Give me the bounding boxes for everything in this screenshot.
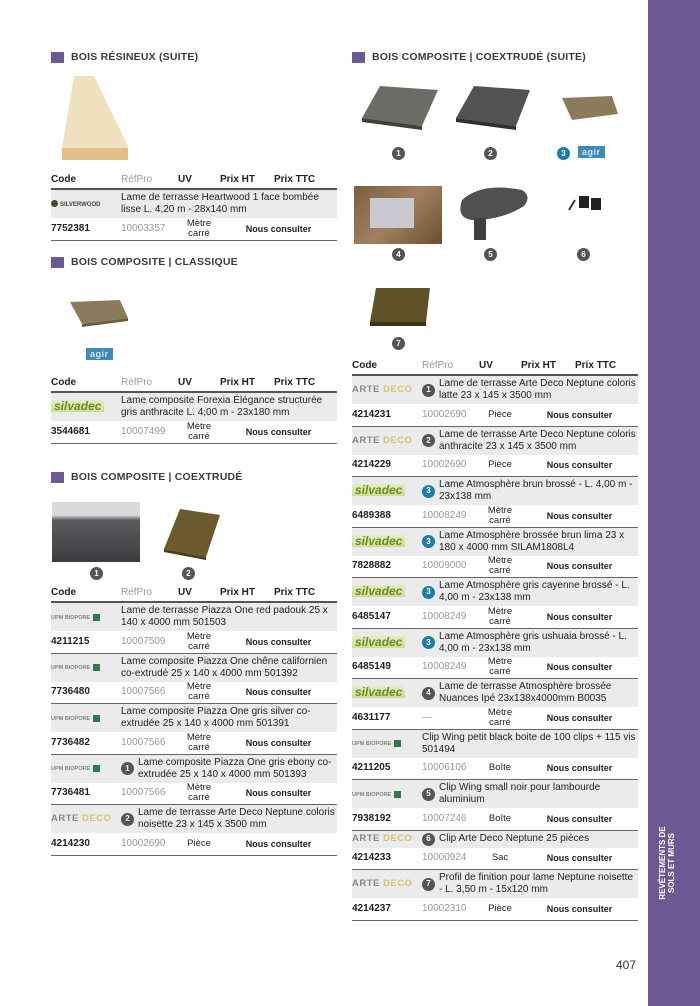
brand-cell — [352, 679, 422, 708]
table-row — [352, 375, 638, 404]
table-row — [352, 780, 638, 809]
table-row — [352, 657, 638, 679]
product-description: Clip Wing small noir pour lambourde aluminium — [439, 782, 601, 805]
product-code: 3544681 — [51, 421, 121, 443]
col-code: Code — [51, 173, 121, 189]
product-description: Profil de finition pour lame Neptune noisette - L. 3,50 m - 15x120 mm — [439, 872, 634, 895]
product-price: Nous consulter — [220, 833, 337, 855]
brand-cell — [51, 602, 121, 631]
section-title-classique: BOIS COMPOSITE | CLASSIQUE — [51, 256, 238, 268]
brand-logo-arte-deco: ARTE DECO — [51, 813, 112, 824]
section-marker-icon — [51, 52, 64, 63]
product-badge-icon: 3 — [422, 485, 435, 498]
product-refpro: 10008249 — [422, 606, 479, 628]
col-refpro: RéfPro — [121, 173, 178, 189]
brand-cell — [51, 653, 121, 682]
product-badge-icon: 4 — [422, 687, 435, 700]
product-desc-cell — [422, 477, 638, 506]
table-row — [51, 189, 337, 218]
product-uv: Mètre carré — [479, 606, 521, 628]
image-badge-4: 4 — [392, 248, 405, 261]
brand-logo-upm-biopore: UPM BIOPORE — [352, 789, 401, 801]
table-row — [352, 426, 638, 455]
product-badge-icon: 1 — [422, 384, 435, 397]
product-uv: Mètre carré — [479, 657, 521, 679]
table-row — [51, 602, 337, 631]
col-uv: UV — [479, 359, 521, 375]
product-desc-cell — [422, 578, 638, 607]
table-row — [352, 808, 638, 830]
product-code: 4631177 — [352, 707, 422, 729]
page-number: 407 — [616, 958, 637, 972]
table-row — [352, 404, 638, 426]
product-image-clips — [565, 192, 610, 222]
product-table-classique — [51, 376, 337, 444]
table-row — [352, 628, 638, 657]
table-header-row — [51, 173, 337, 189]
col-refpro: RéfPro — [121, 376, 178, 392]
product-image-board-anthracite — [452, 82, 532, 132]
product-code: 7752381 — [51, 218, 121, 240]
product-uv: Mètre carré — [178, 783, 220, 805]
table-row — [51, 218, 337, 240]
col-code: Code — [51, 376, 121, 392]
table-row — [352, 505, 638, 527]
product-description: Clip Wing petit black boite de 100 clips + 115 vis 501494 — [422, 731, 636, 755]
brand-logo-silvadec: silvadec — [352, 484, 405, 496]
product-price: Nous consulter — [521, 404, 638, 426]
section-title-coextrude-suite: BOIS COMPOSITE | COEXTRUDÉ (SUITE) — [352, 51, 586, 63]
brand-cell — [51, 392, 121, 421]
product-price: Nous consulter — [220, 218, 337, 240]
col-uv: UV — [178, 173, 220, 189]
product-description: Lame de terrasse Arte Deco Neptune coloris noisette 23 x 145 x 3500 mm — [138, 807, 335, 830]
brand-logo-arte-deco: ARTE DECO — [352, 434, 413, 446]
col-prix-ttc: Prix TTC — [274, 376, 337, 392]
table-row — [352, 870, 638, 899]
table-header-row — [51, 586, 337, 602]
product-description: Lame Atmosphère brossée brun lima 23 x 180 x 4000 mm SILAM1808L4 — [439, 529, 625, 553]
image-badge-3: 3 — [557, 147, 570, 160]
product-refpro: 10007566 — [121, 732, 178, 754]
product-code: 4214233 — [352, 848, 422, 870]
product-desc-cell — [121, 392, 337, 421]
col-prix-ht: Prix HT — [220, 173, 274, 189]
product-uv: Mètre carré — [178, 682, 220, 704]
product-code: 6485147 — [352, 606, 422, 628]
product-price: Nous consulter — [521, 707, 638, 729]
table-row — [51, 805, 337, 834]
agir-label: agir — [86, 348, 113, 360]
product-refpro: 10009000 — [422, 556, 479, 578]
brand-cell — [352, 870, 422, 899]
composite-board-icon — [62, 290, 132, 334]
agir-label: agir — [578, 146, 605, 158]
product-code: 7828882 — [352, 556, 422, 578]
product-code: 7938192 — [352, 808, 422, 830]
brand-cell — [352, 729, 422, 758]
product-refpro: — — [422, 707, 479, 729]
product-code: 4214230 — [51, 833, 121, 855]
table-row — [51, 682, 337, 704]
table-row — [51, 732, 337, 754]
product-description: Lame de terrasse Atmosphère brossée Nuances Ipé 23x138x4000mm B0035 — [439, 681, 612, 704]
table-row — [51, 631, 337, 653]
product-code: 4214237 — [352, 898, 422, 920]
col-prix-ttc: Prix TTC — [274, 586, 337, 602]
table-header-row — [51, 376, 337, 392]
product-description: Lame Atmosphère gris cayenne brossé - L. 4,00 m - 23x138 mm — [439, 580, 630, 603]
brand-logo-arte-deco: ARTE DECO — [352, 384, 413, 395]
image-badge-6: 6 — [577, 248, 590, 261]
product-refpro: 10007509 — [121, 631, 178, 653]
product-image-brown-board — [158, 505, 224, 561]
product-refpro: 10002310 — [422, 898, 479, 920]
col-uv: UV — [178, 376, 220, 392]
table-row — [352, 830, 638, 848]
section-marker-icon — [352, 52, 365, 63]
col-prix-ht: Prix HT — [220, 586, 274, 602]
product-uv: Mètre carré — [178, 421, 220, 443]
image-badge-1: 1 — [90, 567, 103, 580]
product-refpro: 10007566 — [121, 783, 178, 805]
brand-cell — [51, 805, 121, 834]
product-price: Nous consulter — [521, 848, 638, 870]
brand-cell — [51, 754, 121, 783]
product-price: Nous consulter — [521, 455, 638, 477]
product-code: 4214229 — [352, 455, 422, 477]
wood-plank-icon — [56, 76, 136, 160]
product-description: Lame de terrasse Arte Deco Neptune coloris latte 23 x 145 x 3500 mm — [439, 378, 636, 401]
clip-icon — [565, 192, 610, 222]
product-table-coextrude — [51, 586, 337, 856]
product-uv: Sac — [479, 848, 521, 870]
brand-logo-silvadec: silvadec — [352, 686, 405, 698]
product-image-composite-board — [62, 290, 132, 334]
product-description: Lame composite Forexia Élégance structurée gris anthracite L. 4;00 m - 23x180 mm — [121, 395, 323, 418]
table-row — [51, 833, 337, 855]
product-price: Nous consulter — [521, 556, 638, 578]
product-refpro: 10008249 — [422, 505, 479, 527]
brand-logo-silverwood: SILVERWOOD — [51, 199, 100, 211]
product-image-terrace-photo — [52, 502, 140, 562]
board-tile-icon — [366, 282, 434, 332]
table-row — [51, 783, 337, 805]
product-desc-cell — [121, 602, 337, 631]
product-desc-cell — [121, 189, 337, 218]
product-uv: Pièce — [479, 455, 521, 477]
product-description: Lame Atmosphère brun brossé - L. 4,00 m - 23x138 mm — [439, 479, 633, 502]
product-refpro: 10000924 — [422, 848, 479, 870]
brand-logo-silvadec: silvadec — [51, 400, 104, 412]
brand-logo-upm-biopore: UPM BIOPORE — [51, 763, 100, 775]
product-image-board-latte — [360, 82, 440, 132]
table-row — [352, 898, 638, 920]
product-uv: Mètre carré — [178, 631, 220, 653]
product-image-support-pad — [452, 180, 532, 248]
table-row — [352, 477, 638, 506]
table-row — [51, 421, 337, 443]
product-refpro: 10007499 — [121, 421, 178, 443]
brand-logo-silvadec: silvadec — [352, 535, 405, 547]
table-row — [352, 758, 638, 780]
col-prix-ht: Prix HT — [521, 359, 575, 375]
product-price: Nous consulter — [521, 898, 638, 920]
section-marker-icon — [51, 257, 64, 268]
product-desc-cell — [422, 870, 638, 899]
brand-cell — [352, 426, 422, 455]
table-row — [352, 707, 638, 729]
product-uv: Pièce — [178, 833, 220, 855]
product-price: Nous consulter — [220, 783, 337, 805]
table-row — [352, 679, 638, 708]
table-row — [352, 729, 638, 758]
brand-cell — [352, 830, 422, 848]
product-badge-icon: 2 — [121, 813, 134, 826]
product-code: 4211205 — [352, 758, 422, 780]
product-code: 7736482 — [51, 732, 121, 754]
product-desc-cell — [121, 653, 337, 682]
table-header-row — [352, 359, 638, 375]
product-desc-cell — [422, 426, 638, 455]
col-code: Code — [352, 359, 422, 375]
product-uv: Mètre carré — [479, 556, 521, 578]
table-row — [51, 754, 337, 783]
image-badge-1: 1 — [392, 147, 405, 160]
product-image-composite-board-brown — [552, 90, 622, 130]
product-image-clip-photo — [354, 186, 442, 244]
product-price: Nous consulter — [521, 606, 638, 628]
product-uv: Mètre carré — [178, 218, 220, 240]
product-description: Lame composite Piazza One gris ebony co-extrudée 25 x 140 x 4000 mm 501393 — [138, 756, 332, 780]
product-image-finishing-profile — [366, 282, 434, 332]
image-badge-2: 2 — [484, 147, 497, 160]
col-uv: UV — [178, 586, 220, 602]
product-badge-icon: 1 — [121, 762, 134, 775]
brand-cell — [51, 704, 121, 733]
board-tile-icon — [158, 505, 224, 561]
section-title-coextrude: BOIS COMPOSITE | COEXTRUDÉ — [51, 471, 243, 483]
product-code: 6489388 — [352, 505, 422, 527]
table-row — [352, 578, 638, 607]
product-description: Lame de terrasse Heartwood 1 face bombée lisse L. 4,20 m - 28x140 mm — [121, 192, 319, 215]
product-uv: Mètre carré — [479, 707, 521, 729]
product-price: Nous consulter — [521, 808, 638, 830]
col-prix-ttc: Prix TTC — [575, 359, 638, 375]
section-title-resineux: BOIS RÉSINEUX (SUITE) — [51, 51, 198, 63]
table-row — [352, 606, 638, 628]
product-refpro: 10002690 — [121, 833, 178, 855]
product-description: Lame de terrasse Arte Deco Neptune coloris anthracite 23 x 145 x 3500 mm — [439, 428, 636, 452]
product-table-coextrude-suite — [352, 359, 638, 921]
image-badge-5: 5 — [484, 248, 497, 261]
product-desc-cell — [121, 704, 337, 733]
brand-logo-upm-biopore: UPM BIOPORE — [51, 662, 100, 674]
product-description: Clip Arte Deco Neptune 25 pièces — [439, 833, 590, 844]
product-code: 4211215 — [51, 631, 121, 653]
board-tile-icon — [360, 82, 440, 132]
table-row — [352, 527, 638, 556]
product-desc-cell — [422, 729, 638, 758]
image-badge-7: 7 — [392, 337, 405, 350]
brand-cell — [352, 527, 422, 556]
product-badge-icon: 3 — [422, 586, 435, 599]
product-desc-cell — [422, 527, 638, 556]
product-badge-icon: 3 — [422, 535, 435, 548]
composite-board-icon — [552, 90, 622, 130]
product-desc-cell — [422, 780, 638, 809]
col-code: Code — [51, 586, 121, 602]
product-uv: Boîte — [479, 808, 521, 830]
product-refpro: 10002690 — [422, 404, 479, 426]
product-badge-icon: 7 — [422, 878, 435, 891]
table-row — [352, 848, 638, 870]
product-price: Nous consulter — [220, 421, 337, 443]
product-price: Nous consulter — [220, 732, 337, 754]
col-prix-ttc: Prix TTC — [274, 173, 337, 189]
product-description: Lame Atmosphère gris ushuaia brossé - L. 4,00 m - 23x138 mm — [439, 630, 627, 654]
table-row — [352, 556, 638, 578]
product-price: Nous consulter — [521, 657, 638, 679]
product-description: Lame composite Piazza One gris silver co-extrudée 25 x 140 x 4000 mm 501391 — [121, 706, 311, 729]
brand-logo-silvadec: silvadec — [352, 585, 405, 597]
product-code: 7736481 — [51, 783, 121, 805]
product-price: Nous consulter — [220, 682, 337, 704]
product-badge-icon: 5 — [422, 788, 435, 801]
chapter-label: REVÊTEMENTS DE SOLS ET MURS — [658, 826, 676, 900]
product-code: 7736480 — [51, 682, 121, 704]
product-refpro: 10008249 — [422, 657, 479, 679]
product-refpro: 10003357 — [121, 218, 178, 240]
product-badge-icon: 2 — [422, 434, 435, 447]
brand-cell — [352, 780, 422, 809]
col-refpro: RéfPro — [121, 586, 178, 602]
product-code: 4214231 — [352, 404, 422, 426]
table-row — [51, 653, 337, 682]
col-prix-ht: Prix HT — [220, 376, 274, 392]
product-uv: Pièce — [479, 898, 521, 920]
product-refpro: 10007566 — [121, 682, 178, 704]
product-refpro: 10007246 — [422, 808, 479, 830]
brand-logo-upm-biopore: UPM BIOPORE — [51, 713, 100, 725]
product-desc-cell — [422, 679, 638, 708]
product-price: Nous consulter — [220, 631, 337, 653]
product-uv: Mètre carré — [479, 505, 521, 527]
product-description: Lame composite Piazza One chêne californien co-extrudé 25 x 140 x 4000 mm 501392 — [121, 655, 328, 679]
product-badge-icon: 3 — [422, 636, 435, 649]
brand-logo-arte-deco: ARTE DECO — [352, 833, 413, 844]
brand-logo-arte-deco: ARTE DECO — [352, 878, 413, 889]
product-uv: Mètre carré — [178, 732, 220, 754]
col-refpro: RéfPro — [422, 359, 479, 375]
product-uv: Pièce — [479, 404, 521, 426]
product-description: Lame de terrasse Piazza One red padouk 25 x 140 x 4000 mm 501503 — [121, 605, 328, 628]
product-desc-cell — [121, 805, 337, 834]
product-uv: Boîte — [479, 758, 521, 780]
product-refpro: 10006106 — [422, 758, 479, 780]
product-desc-cell — [422, 628, 638, 657]
support-pad-icon — [452, 180, 532, 248]
product-refpro: 10002690 — [422, 455, 479, 477]
product-table-resineux — [51, 173, 337, 241]
brand-cell — [352, 477, 422, 506]
section-marker-icon — [51, 472, 64, 483]
product-code: 6485149 — [352, 657, 422, 679]
brand-cell — [352, 628, 422, 657]
brand-logo-upm-biopore: UPM BIOPORE — [352, 738, 401, 750]
board-tile-icon — [452, 82, 532, 132]
brand-logo-upm-biopore: UPM BIOPORE — [51, 612, 100, 624]
brand-cell — [352, 375, 422, 404]
image-badge-2: 2 — [182, 567, 195, 580]
table-row — [51, 392, 337, 421]
product-desc-cell — [121, 754, 337, 783]
brand-cell — [352, 578, 422, 607]
product-desc-cell — [422, 375, 638, 404]
brand-logo-silvadec: silvadec — [352, 636, 405, 648]
product-desc-cell — [422, 830, 638, 848]
table-row — [51, 704, 337, 733]
product-badge-icon: 6 — [422, 833, 435, 846]
product-price: Nous consulter — [521, 758, 638, 780]
brand-cell — [51, 189, 121, 218]
table-row — [352, 455, 638, 477]
product-image-pine-plank — [56, 76, 136, 160]
product-price: Nous consulter — [521, 505, 638, 527]
